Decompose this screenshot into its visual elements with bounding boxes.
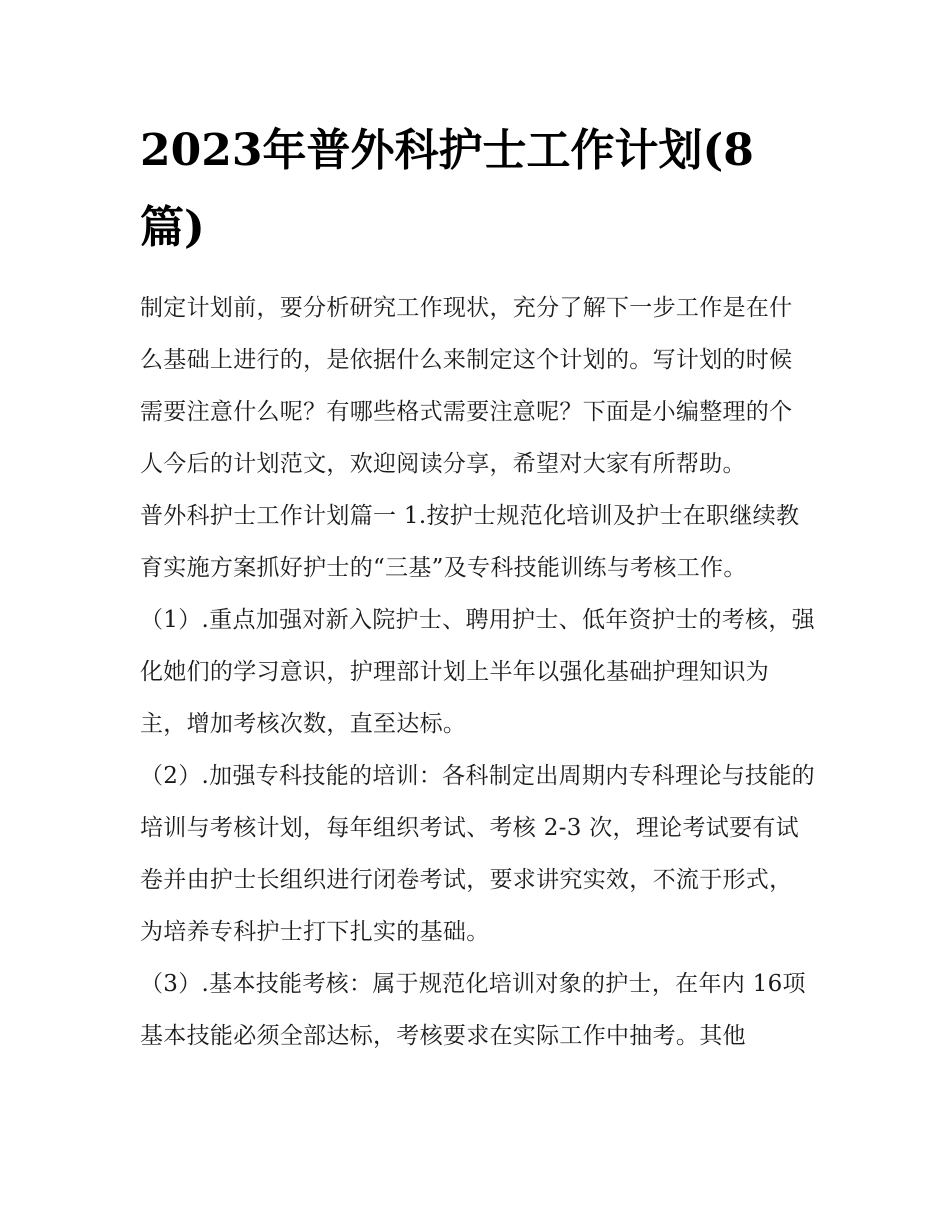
paragraph-item-2: （2）.加强专科技能的培训：各科制定出周期内专科理论与技能的培训与考核计划，每年组织考试、考核 2-3 次，理论考试要有试卷并由护士长组织进行闭卷考试，要求讲究实效，不流于形式，为培养专科护士打下扎实的基础。 — [140, 763, 815, 945]
paragraph-plan-one: 普外科护士工作计划篇一 1.按护士规范化培训及护士在职继续教育实施方案抓好护士的“三基”及专科技能训练与考核工作。 — [140, 503, 800, 581]
paragraph-intro: 制定计划前，要分析研究工作现状，充分了解下一步工作是在什么基础上进行的，是依据什么来制定这个计划的。写计划的时候需要注意什么呢？有哪些格式需要注意呢？下面是小编整理的个人今后的计划范文，欢迎阅读分享，希望对大家有所帮助。 — [140, 295, 793, 477]
paragraph-item-1: （1）.重点加强对新入院护士、聘用护士、低年资护士的考核，强化她们的学习意识，护理部计划上半年以强化基础护理知识为主，增加考核次数，直至达标。 — [140, 607, 815, 737]
document-title: 2023年普外科护士工作计划(8篇) — [140, 125, 754, 253]
document-body — [140, 282, 815, 1062]
document-page — [140, 112, 815, 1062]
paragraph-item-3: （3）.基本技能考核：属于规范化培训对象的护士，在年内 16项基本技能必须全部达标，考核要求在实际工作中抽考。其他 — [140, 971, 806, 1049]
